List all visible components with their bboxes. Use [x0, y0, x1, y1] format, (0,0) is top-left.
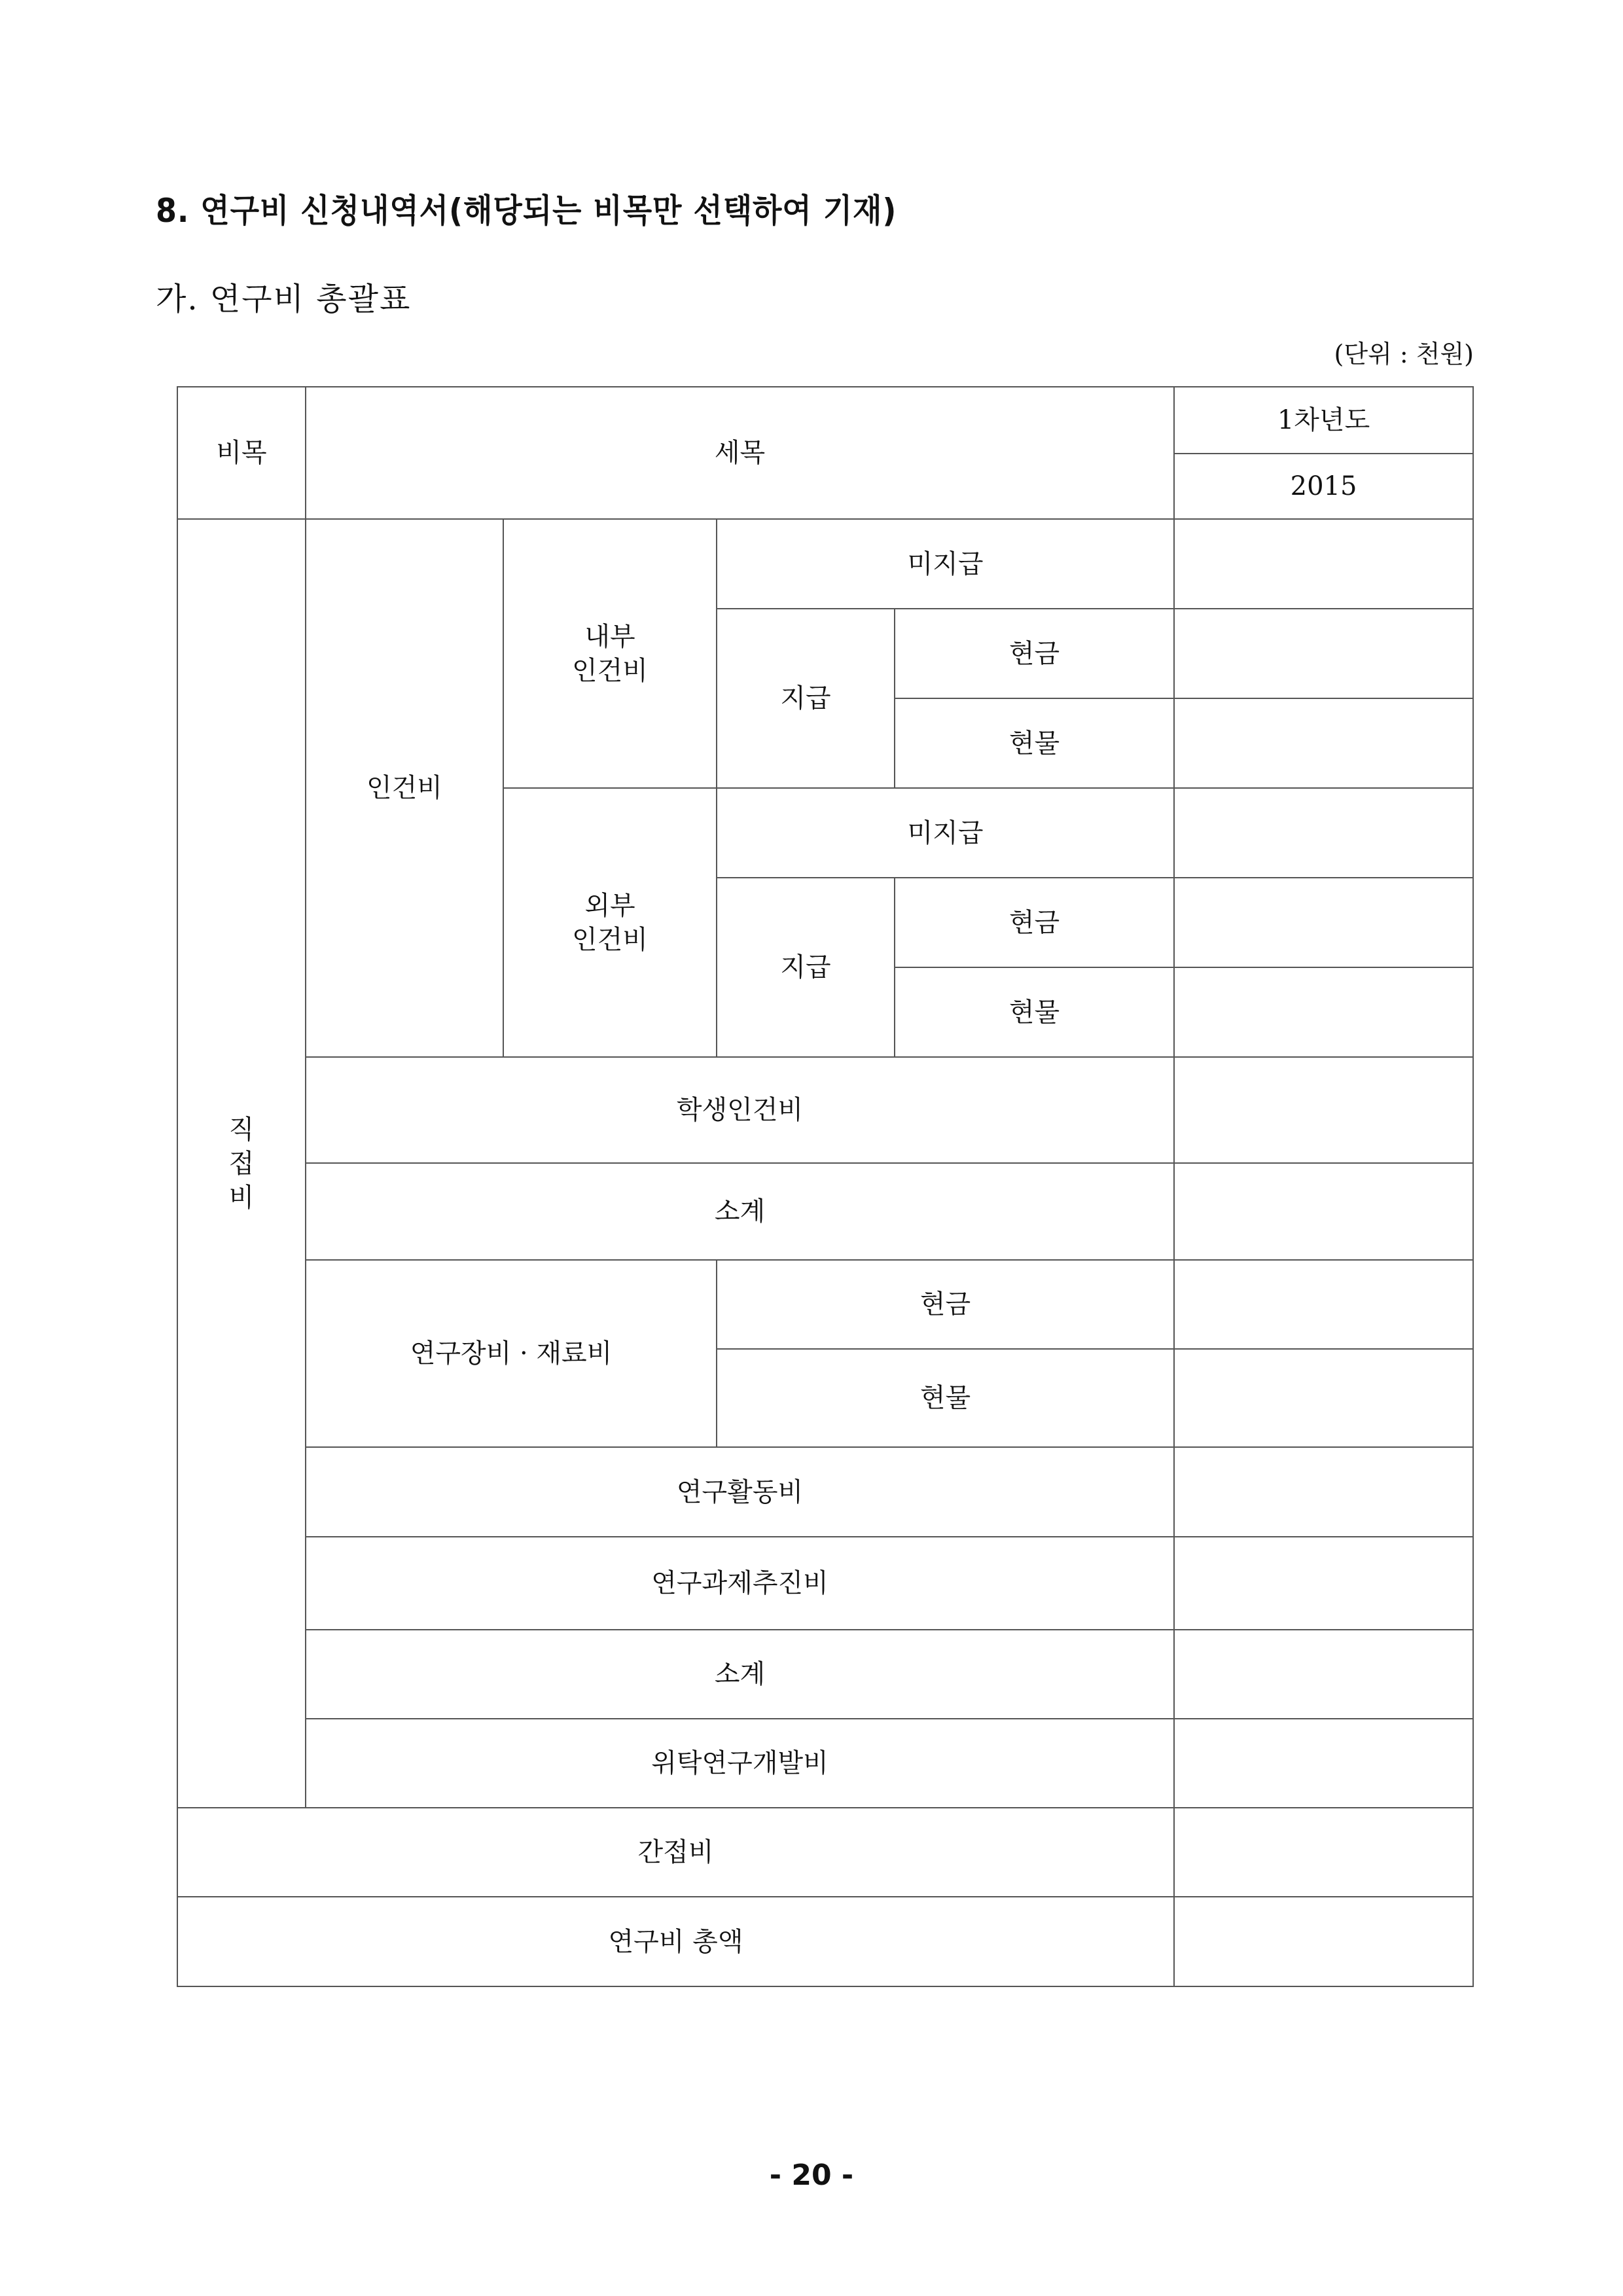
header-year-label: 1차년도 [1174, 387, 1473, 454]
value-cell-subtotal-research [1174, 1630, 1473, 1719]
activity-label: 연구활동비 [306, 1447, 1174, 1537]
outsourced-rnd-label: 위탁연구개발비 [306, 1719, 1174, 1808]
external-unpaid-label: 미지급 [717, 788, 1174, 878]
value-cell-internal-paid-inkind [1174, 698, 1473, 788]
value-cell-student-personnel [1174, 1057, 1473, 1163]
total-label: 연구비 총액 [177, 1897, 1174, 1986]
external-paid-inkind-label: 현물 [895, 967, 1174, 1057]
value-cell-total [1174, 1897, 1473, 1986]
internal-paid-cash-label: 현금 [895, 609, 1174, 698]
value-cell-external-paid-cash [1174, 878, 1473, 967]
budget-summary-table [177, 386, 1474, 1987]
subtotal-personnel-label: 소계 [306, 1163, 1174, 1260]
unit-note: (단위 : 천원) [1334, 340, 1474, 368]
value-cell-external-unpaid [1174, 788, 1473, 878]
direct-cost-label: 직 접 비 [177, 519, 306, 1808]
internal-paid-label: 지급 [717, 609, 895, 788]
value-cell-activity [1174, 1447, 1473, 1537]
header-year-value: 2015 [1174, 454, 1473, 519]
section-heading: 8. 연구비 신청내역서(해당되는 비목만 선택하여 기재) [156, 192, 897, 230]
value-cell-equipment-cash [1174, 1260, 1473, 1349]
personnel-label: 인건비 [306, 519, 503, 1057]
value-cell-outsourced-rnd [1174, 1719, 1473, 1808]
value-cell-internal-unpaid [1174, 519, 1473, 609]
internal-paid-inkind-label: 현물 [895, 698, 1174, 788]
student-personnel-label: 학생인건비 [306, 1057, 1174, 1163]
value-cell-indirect-cost [1174, 1808, 1473, 1897]
equipment-cash-label: 현금 [717, 1260, 1174, 1349]
equipment-materials-label: 연구장비 · 재료비 [306, 1260, 717, 1447]
internal-unpaid-label: 미지급 [717, 519, 1174, 609]
value-cell-project-promotion [1174, 1537, 1473, 1630]
value-cell-internal-paid-cash [1174, 609, 1473, 698]
external-paid-cash-label: 현금 [895, 878, 1174, 967]
external-personnel-label: 외부 인건비 [503, 788, 717, 1057]
header-detail: 세목 [306, 387, 1174, 519]
value-cell-equipment-inkind [1174, 1349, 1473, 1447]
internal-personnel-label: 내부 인건비 [503, 519, 717, 788]
project-promotion-label: 연구과제추진비 [306, 1537, 1174, 1630]
page-number: - 20 - [769, 2159, 854, 2192]
value-cell-subtotal-personnel [1174, 1163, 1473, 1260]
value-cell-external-paid-inkind [1174, 967, 1473, 1057]
indirect-cost-label: 간접비 [177, 1808, 1174, 1897]
header-item: 비목 [177, 387, 306, 519]
subtotal-research-label: 소계 [306, 1630, 1174, 1719]
external-paid-label: 지급 [717, 878, 895, 1057]
equipment-inkind-label: 현물 [717, 1349, 1174, 1447]
subsection-heading: 가. 연구비 총괄표 [156, 281, 412, 317]
